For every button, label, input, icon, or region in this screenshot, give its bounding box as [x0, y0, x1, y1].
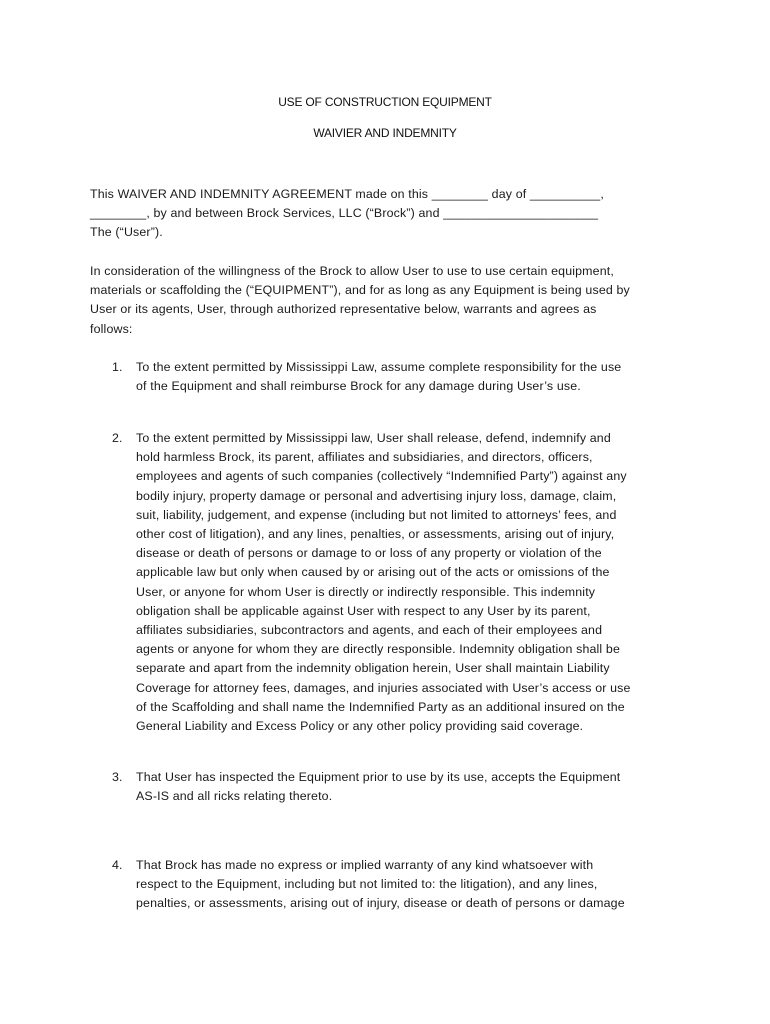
list-item-number: 4.	[112, 858, 123, 872]
list-item-line: of the Equipment and shall reimburse Brock for any damage during User’s use.	[136, 379, 581, 394]
consideration-line: User or its agents, User, through authorized representative below, warrants and agrees as	[90, 302, 597, 317]
intro-line: The (“User”).	[90, 225, 163, 240]
list-item-line: bodily injury, property damage or personal and advertising injury loss, damage, claim,	[136, 488, 617, 503]
list-item-line: Coverage for attorney fees, damages, and injuries associated with User’s access or use	[136, 680, 631, 695]
list-item-line: penalties, or assessments, arising out of injury, disease or death of persons or damage	[136, 896, 625, 911]
list-item-line: of the Scaffolding and shall name the Indemnified Party as an additional insured on the	[136, 699, 625, 714]
list-item-1	[112, 358, 682, 396]
list-item-body	[136, 856, 682, 914]
intro-line: ________, by and between Brock Services, LLC (“Brock”) and ______________________	[90, 206, 599, 221]
list-item-3	[112, 768, 682, 806]
consideration-paragraph	[90, 262, 690, 339]
list-item-number: 1.	[112, 360, 123, 374]
consideration-line: materials or scaffolding the (“EQUIPMENT”), and for as long as any Equipment is being used by	[90, 283, 630, 298]
list-item-line: To the extent permitted by Mississippi Law, assume complete responsibility for the use	[136, 360, 622, 374]
list-item-line: User, or anyone for whom User is directly or indirectly responsible. This indemnity	[136, 584, 596, 599]
list-item-line: That User has inspected the Equipment prior to use by its use, accepts the Equipment	[136, 770, 621, 784]
list-item-line: employees and agents of such companies (collectively “Indemnified Party”) against any	[136, 469, 627, 484]
list-item-line: agents or anyone for whom they are directly responsible. Indemnity obligation shall be	[136, 642, 621, 657]
list-item-2	[112, 429, 682, 736]
list-item-body	[136, 768, 682, 806]
list-item-line: AS-IS and all ricks relating thereto.	[136, 789, 333, 804]
list-item-body	[136, 358, 682, 396]
list-item-4	[112, 856, 682, 914]
document-subtitle: WAIVIER AND INDEMNITY	[313, 126, 457, 140]
list-item-line: suit, liability, judgement, and expense (including but not limited to attorneys’ fees, and	[136, 507, 617, 522]
document-title: USE OF CONSTRUCTION EQUIPMENT	[278, 95, 492, 109]
list-item-line: respect to the Equipment, including but not limited to: the litigation), and any lines,	[136, 877, 598, 892]
list-item-line: obligation shall be applicable against User with respect to any User by its parent,	[136, 603, 591, 618]
list-item-line: hold harmless Brock, its parent, affiliates and subsidiaries, and directors, officers,	[136, 450, 593, 465]
list-item-line: affiliates subsidiaries, subcontractors and agents, and each of their employees and	[136, 623, 603, 638]
list-item-line: applicable law but only when caused by or arising out of the acts or omissions of the	[136, 565, 610, 580]
list-item-line: other cost of litigation), and any lines, penalties, or assessments, arising out of injury,	[136, 527, 615, 542]
list-item-line: That Brock has made no express or implied warranty of any kind whatsoever with	[136, 858, 594, 872]
list-item-line: To the extent permitted by Mississippi law, User shall release, defend, indemnify and	[136, 431, 611, 445]
consideration-line: In consideration of the willingness of the Brock to allow User to use to use certain equipment,	[90, 264, 614, 278]
list-item-line: General Liability and Excess Policy or any other policy providing said coverage.	[136, 719, 584, 734]
list-item-body	[136, 429, 682, 736]
intro-paragraph	[90, 185, 690, 243]
list-item-number: 3.	[112, 770, 123, 784]
list-item-line: separate and apart from the indemnity obligation herein, User shall maintain Liability	[136, 661, 610, 676]
intro-line: This WAIVER AND INDEMNITY AGREEMENT made on this ________ day of __________,	[90, 187, 604, 201]
list-item-line: disease or death of persons or damage to or loss of any property or violation of the	[136, 546, 602, 561]
consideration-line: follows:	[90, 321, 133, 336]
list-item-number: 2.	[112, 431, 123, 445]
